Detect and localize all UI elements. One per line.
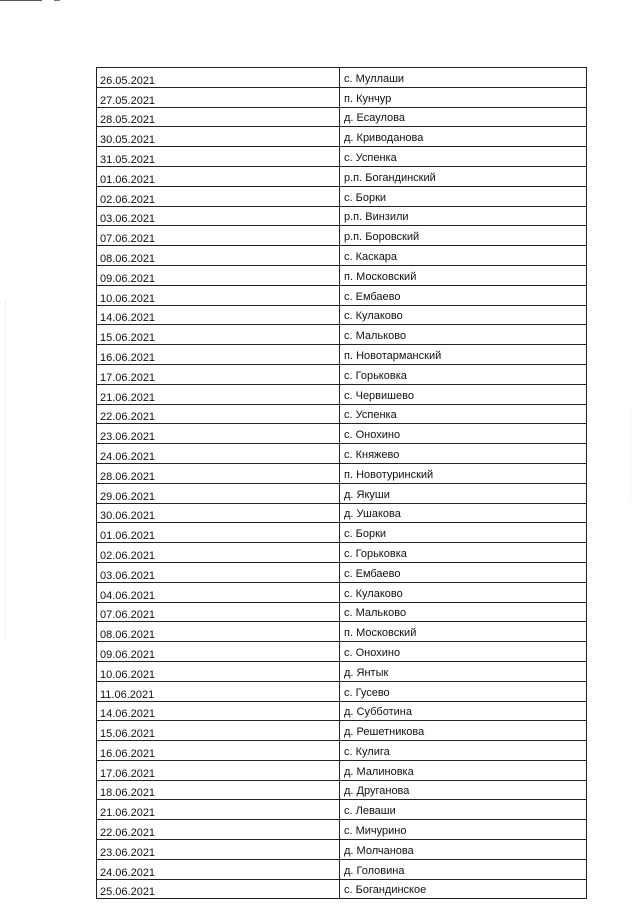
settlement-cell: д. Головина xyxy=(340,859,587,879)
date-cell: 09.06.2021 xyxy=(97,642,340,662)
date-cell: 24.06.2021 xyxy=(97,444,340,464)
date-cell: 30.05.2021 xyxy=(97,127,340,147)
settlement-cell: с. Леваши xyxy=(340,800,587,820)
table-row xyxy=(97,384,587,404)
settlement-cell: р.п. Боровский xyxy=(340,226,587,246)
table-row xyxy=(97,87,587,107)
settlement-cell: д. Есаулова xyxy=(340,107,587,127)
table-row xyxy=(97,681,587,701)
table-row xyxy=(97,404,587,424)
settlement-cell: с. Мальково xyxy=(340,602,587,622)
table-row xyxy=(97,265,587,285)
table-row xyxy=(97,305,587,325)
settlement-cell: с. Каскара xyxy=(340,246,587,266)
settlement-cell: д. Субботина xyxy=(340,701,587,721)
table-row xyxy=(97,127,587,147)
date-cell: 03.06.2021 xyxy=(97,206,340,226)
date-cell: 18.06.2021 xyxy=(97,780,340,800)
date-cell: 24.06.2021 xyxy=(97,859,340,879)
scan-noise-left xyxy=(5,300,7,640)
table-row xyxy=(97,523,587,543)
settlement-cell: д. Молчанова xyxy=(340,840,587,860)
settlement-cell: с. Онохино xyxy=(340,642,587,662)
date-cell: 25.06.2021 xyxy=(97,879,340,899)
date-cell: 28.05.2021 xyxy=(97,107,340,127)
date-cell: 29.06.2021 xyxy=(97,483,340,503)
date-cell: 03.06.2021 xyxy=(97,562,340,582)
table-row xyxy=(97,582,587,602)
settlement-cell: с. Княжево xyxy=(340,444,587,464)
settlement-cell: с. Червишево xyxy=(340,384,587,404)
date-cell: 07.06.2021 xyxy=(97,602,340,622)
date-cell: 10.06.2021 xyxy=(97,661,340,681)
date-cell: 23.06.2021 xyxy=(97,840,340,860)
date-cell: 02.06.2021 xyxy=(97,186,340,206)
settlement-cell: п. Московский xyxy=(340,265,587,285)
table-row xyxy=(97,840,587,860)
table-row xyxy=(97,226,587,246)
schedule-table xyxy=(96,67,587,899)
table-row xyxy=(97,444,587,464)
table-row xyxy=(97,642,587,662)
settlement-cell: д. Малиновка xyxy=(340,760,587,780)
settlement-cell: р.п. Богандинский xyxy=(340,166,587,186)
settlement-cell: д. Друганова xyxy=(340,780,587,800)
table-row xyxy=(97,325,587,345)
table-row xyxy=(97,463,587,483)
date-cell: 08.06.2021 xyxy=(97,622,340,642)
date-cell: 15.06.2021 xyxy=(97,721,340,741)
table-row xyxy=(97,562,587,582)
scan-noise-right xyxy=(630,410,632,500)
table-row xyxy=(97,760,587,780)
date-cell: 14.06.2021 xyxy=(97,305,340,325)
table-row xyxy=(97,543,587,563)
table-row xyxy=(97,483,587,503)
date-cell: 01.06.2021 xyxy=(97,523,340,543)
date-cell: 11.06.2021 xyxy=(97,681,340,701)
date-cell: 28.06.2021 xyxy=(97,463,340,483)
settlement-cell: п. Новотуринский xyxy=(340,463,587,483)
table-row xyxy=(97,622,587,642)
settlement-cell: п. Московский xyxy=(340,622,587,642)
date-cell: 22.06.2021 xyxy=(97,404,340,424)
date-cell: 01.06.2021 xyxy=(97,166,340,186)
table-row xyxy=(97,721,587,741)
table-row xyxy=(97,661,587,681)
settlement-cell: д. Ушакова xyxy=(340,503,587,523)
date-cell: 23.06.2021 xyxy=(97,424,340,444)
date-cell: 21.06.2021 xyxy=(97,800,340,820)
settlement-cell: с. Горьковка xyxy=(340,543,587,563)
settlement-cell: с. Ембаево xyxy=(340,562,587,582)
table-row xyxy=(97,107,587,127)
date-cell: 16.06.2021 xyxy=(97,345,340,365)
settlement-cell: с. Мальково xyxy=(340,325,587,345)
table-row xyxy=(97,701,587,721)
date-cell: 10.06.2021 xyxy=(97,285,340,305)
settlement-cell: с. Онохино xyxy=(340,424,587,444)
table-row xyxy=(97,859,587,879)
table-row xyxy=(97,741,587,761)
settlement-cell: с. Ембаево xyxy=(340,285,587,305)
date-cell: 26.05.2021 xyxy=(97,68,340,88)
date-cell: 17.06.2021 xyxy=(97,760,340,780)
table-row xyxy=(97,424,587,444)
settlement-cell: п. Новотарманский xyxy=(340,345,587,365)
table-row xyxy=(97,800,587,820)
settlement-cell: д. Якуши xyxy=(340,483,587,503)
date-cell: 14.06.2021 xyxy=(97,701,340,721)
table-row xyxy=(97,206,587,226)
settlement-cell: с. Мичурино xyxy=(340,820,587,840)
settlement-cell: д. Янтык xyxy=(340,661,587,681)
table-row xyxy=(97,166,587,186)
table-row xyxy=(97,68,587,88)
table-row xyxy=(97,602,587,622)
settlement-cell: д. Решетникова xyxy=(340,721,587,741)
scan-edge-mark-small xyxy=(54,0,60,1)
settlement-cell: с. Горьковка xyxy=(340,364,587,384)
date-cell: 17.06.2021 xyxy=(97,364,340,384)
settlement-cell: с. Успенка xyxy=(340,147,587,167)
settlement-cell: п. Кунчур xyxy=(340,87,587,107)
date-cell: 21.06.2021 xyxy=(97,384,340,404)
date-cell: 08.06.2021 xyxy=(97,246,340,266)
date-cell: 04.06.2021 xyxy=(97,582,340,602)
settlement-cell: с. Борки xyxy=(340,186,587,206)
settlement-cell: с. Кулаково xyxy=(340,305,587,325)
table-row xyxy=(97,503,587,523)
table-row xyxy=(97,780,587,800)
table-row xyxy=(97,364,587,384)
date-cell: 27.05.2021 xyxy=(97,87,340,107)
date-cell: 30.06.2021 xyxy=(97,503,340,523)
settlement-cell: с. Кулаково xyxy=(340,582,587,602)
date-cell: 16.06.2021 xyxy=(97,741,340,761)
settlement-cell: с. Муллаши xyxy=(340,68,587,88)
table-row xyxy=(97,345,587,365)
date-cell: 15.06.2021 xyxy=(97,325,340,345)
date-cell: 31.05.2021 xyxy=(97,147,340,167)
table-row xyxy=(97,246,587,266)
settlement-cell: с. Кулига xyxy=(340,741,587,761)
table-row xyxy=(97,820,587,840)
table-row xyxy=(97,879,587,899)
settlement-cell: р.п. Винзили xyxy=(340,206,587,226)
date-cell: 02.06.2021 xyxy=(97,543,340,563)
settlement-cell: с. Гусево xyxy=(340,681,587,701)
settlement-cell: с. Борки xyxy=(340,523,587,543)
table-row xyxy=(97,147,587,167)
table-row xyxy=(97,186,587,206)
date-cell: 07.06.2021 xyxy=(97,226,340,246)
date-cell: 22.06.2021 xyxy=(97,820,340,840)
scan-edge-mark xyxy=(0,0,42,1)
settlement-cell: с. Богандинское xyxy=(340,879,587,899)
schedule-table-body xyxy=(97,68,587,899)
settlement-cell: с. Успенка xyxy=(340,404,587,424)
table-row xyxy=(97,285,587,305)
settlement-cell: д. Криводанова xyxy=(340,127,587,147)
date-cell: 09.06.2021 xyxy=(97,265,340,285)
